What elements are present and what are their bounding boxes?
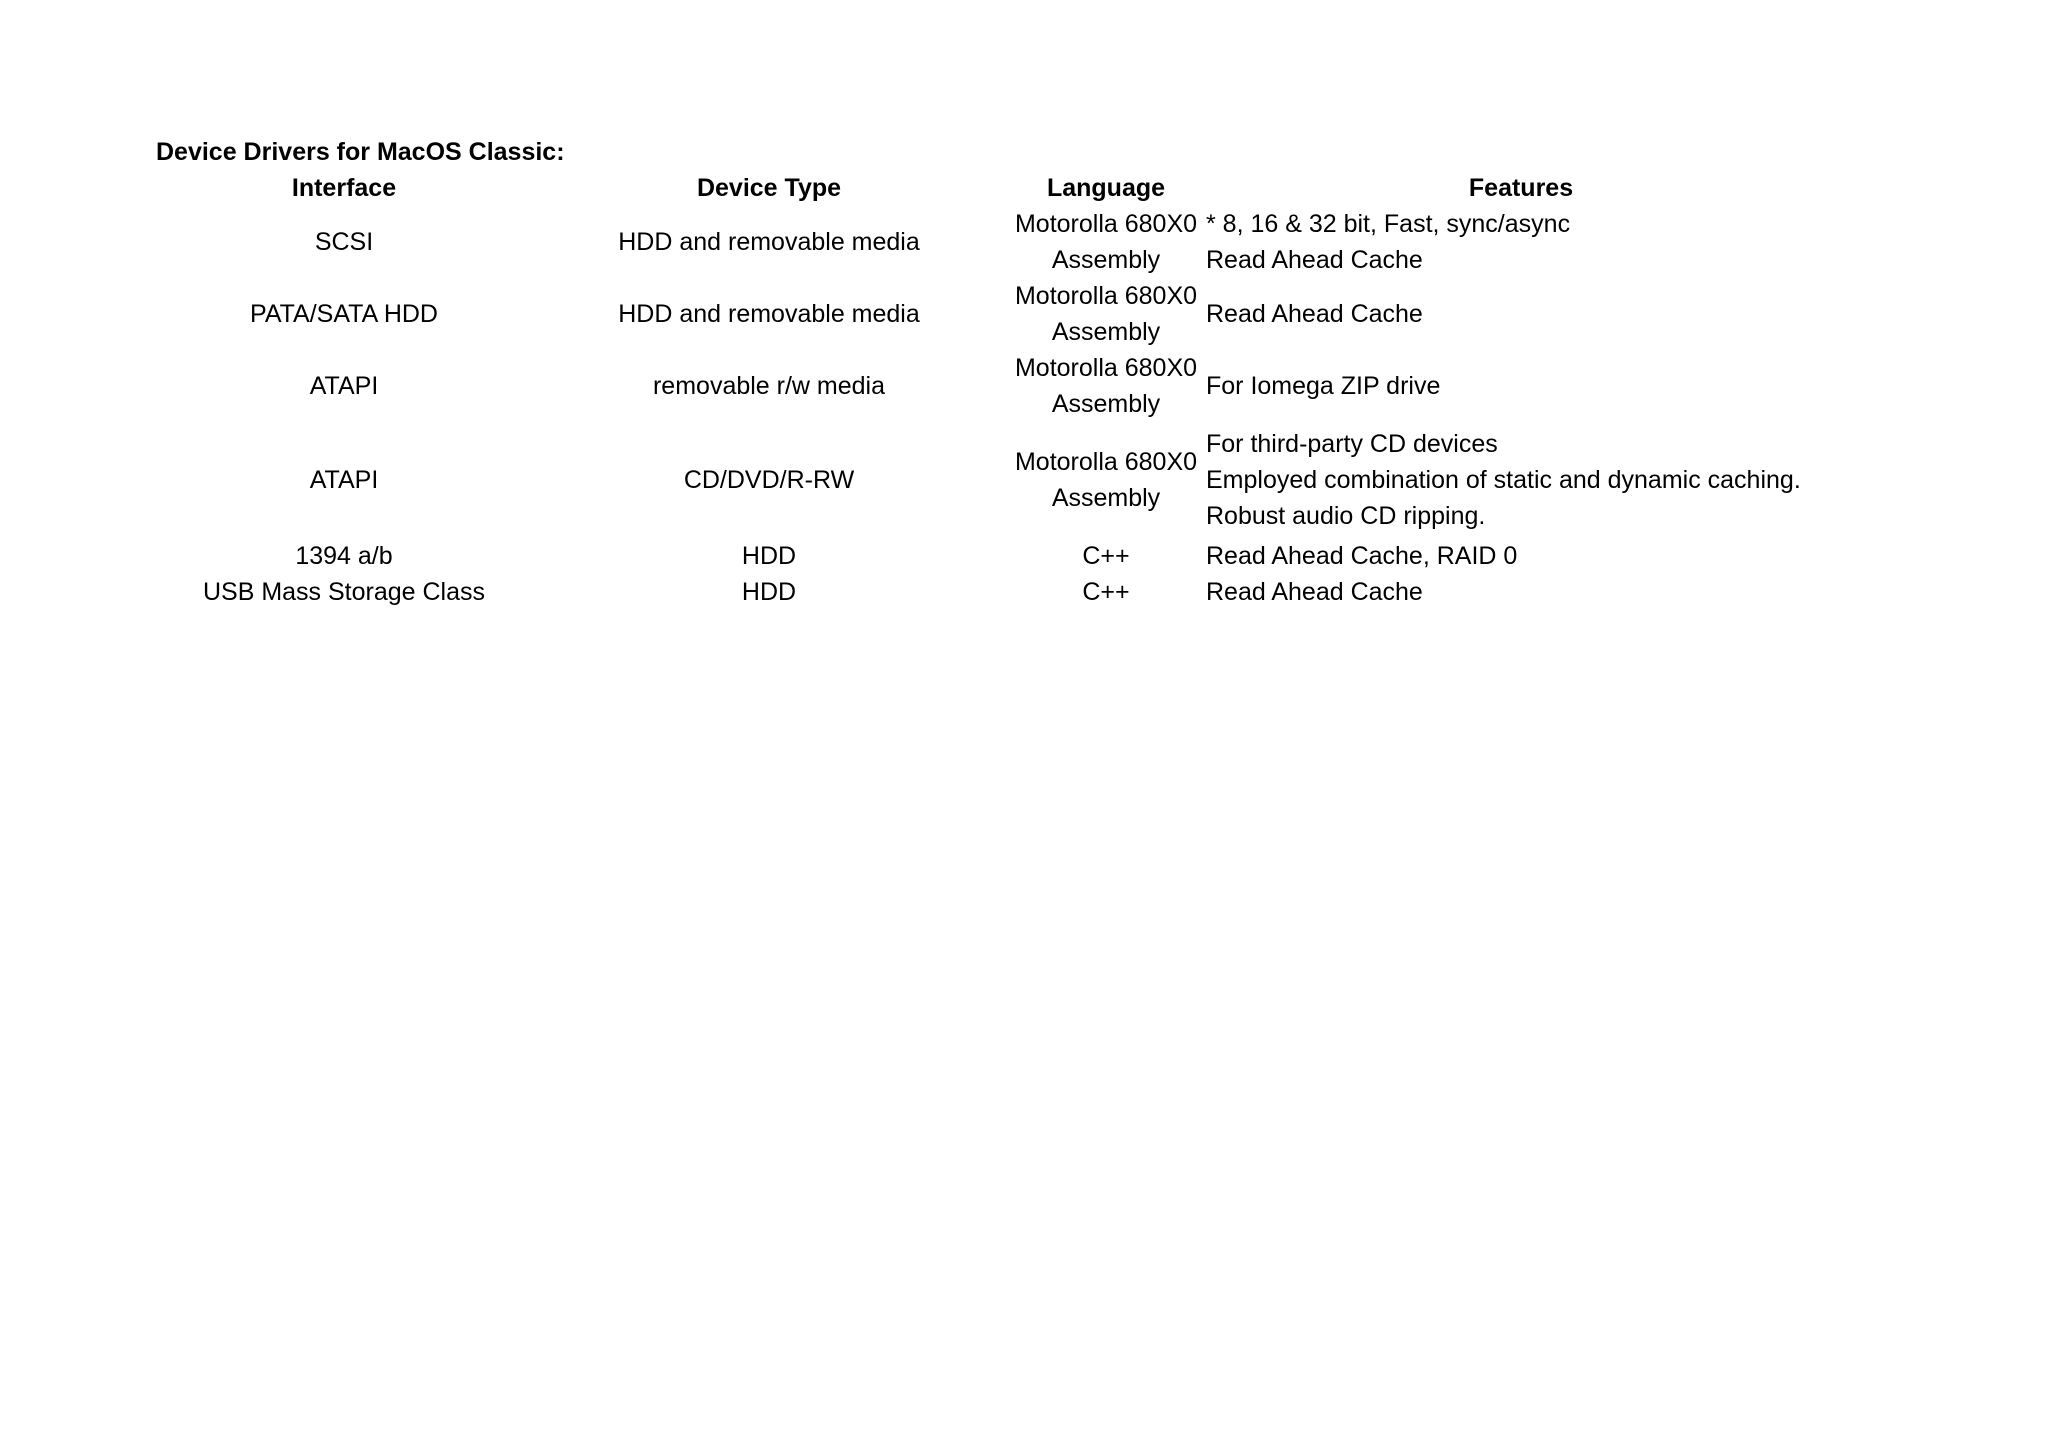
language-line: Assembly (1051, 484, 1161, 512)
language-line: Assembly (1051, 390, 1161, 418)
language-line: Motorolla 680X0 (1014, 354, 1198, 382)
drivers-table (156, 170, 1836, 610)
cell-language (1006, 574, 1206, 610)
header-interface: Interface (291, 174, 397, 202)
table-row (156, 206, 1836, 278)
header-language: Language (1046, 174, 1166, 202)
header-features: Features (1468, 174, 1574, 202)
cell-device-type: HDD and removable media (618, 300, 920, 328)
cell-interface: ATAPI (309, 372, 379, 400)
cell-interface: PATA/SATA HDD (250, 300, 438, 328)
cell-device-type: HDD (741, 542, 797, 570)
document-title: Device Drivers for MacOS Classic: (156, 138, 565, 166)
cell-device-type: HDD (741, 578, 797, 606)
table-row (156, 278, 1836, 350)
cell-language (1006, 350, 1206, 422)
table-row (156, 350, 1836, 422)
cell-interface: ATAPI (309, 466, 379, 494)
cell-language (1006, 206, 1206, 278)
language-line: C++ (1082, 578, 1130, 606)
header-device-type: Device Type (696, 174, 842, 202)
cell-language (1006, 278, 1206, 350)
cell-features (1206, 574, 1836, 610)
feature-line: Robust audio CD ripping. (1206, 502, 1486, 530)
cell-features (1206, 350, 1836, 422)
table-row (156, 538, 1836, 574)
table-row (156, 574, 1836, 610)
cell-features (1206, 538, 1836, 574)
feature-line: Read Ahead Cache (1206, 300, 1423, 328)
cell-language (1006, 422, 1206, 538)
table-header-row (156, 170, 1836, 206)
cell-interface: 1394 a/b (295, 542, 393, 570)
language-line: Assembly (1051, 318, 1161, 346)
table-row (156, 422, 1836, 538)
cell-device-type: HDD and removable media (618, 228, 920, 256)
feature-line: For Iomega ZIP drive (1206, 372, 1441, 400)
cell-device-type: CD/DVD/R-RW (683, 466, 855, 494)
feature-line: Read Ahead Cache (1206, 246, 1423, 274)
feature-line: For third-party CD devices (1206, 430, 1498, 458)
cell-features (1206, 206, 1836, 278)
cell-interface: SCSI (314, 228, 374, 256)
language-line: Motorolla 680X0 (1014, 282, 1198, 310)
language-line: Motorolla 680X0 (1014, 448, 1198, 476)
language-line: Assembly (1051, 246, 1161, 274)
feature-line: Read Ahead Cache, RAID 0 (1206, 542, 1518, 570)
feature-line: Employed combination of static and dynamic caching. (1206, 466, 1801, 494)
cell-device-type: removable r/w media (652, 372, 886, 400)
language-line: C++ (1082, 542, 1130, 570)
feature-line: Read Ahead Cache (1206, 578, 1423, 606)
cell-features (1206, 422, 1836, 538)
cell-features (1206, 278, 1836, 350)
language-line: Motorolla 680X0 (1014, 210, 1198, 238)
cell-language (1006, 538, 1206, 574)
feature-line: * 8, 16 & 32 bit, Fast, sync/async (1206, 210, 1571, 238)
cell-interface: USB Mass Storage Class (202, 578, 486, 606)
